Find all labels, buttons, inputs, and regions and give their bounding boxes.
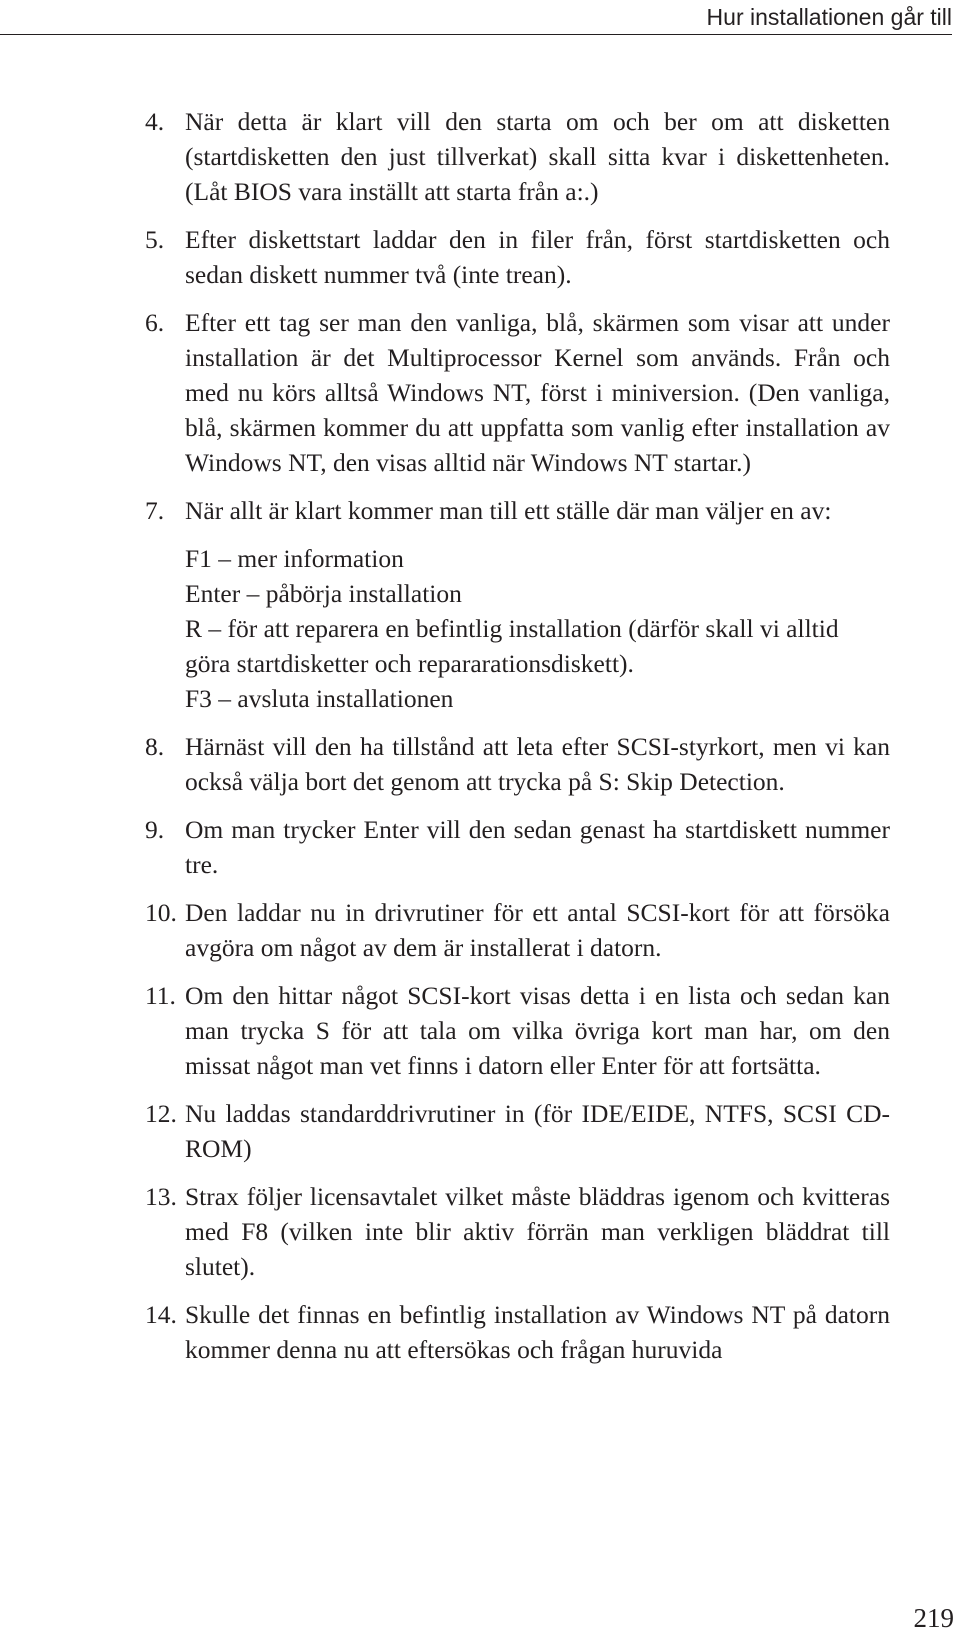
item-text: Efter diskettstart laddar den in filer från, först startdisketten och sedan diskett nummer två (inte trean).	[185, 225, 890, 289]
item-text: Skulle det finnas en befintlig installation av Windows NT på datorn kommer denna nu att eftersökas och frågan huruvida	[185, 1300, 890, 1364]
list-item	[145, 305, 890, 480]
list-item	[145, 493, 890, 716]
item-content	[185, 1179, 890, 1284]
item-content	[185, 895, 890, 965]
list-item	[145, 1297, 890, 1367]
item-number: 12.	[145, 1099, 177, 1128]
item-number: 6.	[145, 308, 165, 337]
list-item	[145, 729, 890, 799]
instruction-list	[145, 104, 890, 1380]
item-number: 13.	[145, 1182, 177, 1211]
item-content	[185, 812, 890, 882]
item-text: När detta är klart vill den starta om och ber om att disketten (startdisketten den just tillverkat) skall sitta kvar i diskettenheten. (Låt BIOS vara inställt att starta från a:.)	[185, 107, 890, 206]
list-item	[145, 895, 890, 965]
key-option: R – för att reparera en befintlig installation (därför skall vi alltid göra startdisketter och repararationsdiskett).	[185, 614, 839, 678]
item-text: Om den hittar något SCSI-kort visas detta i en lista och sedan kan man trycka S för att tala om vilka övriga kort man har, om den missat något man vet finns i datorn eller Enter för att fortsätta.	[185, 981, 890, 1080]
list-item	[145, 1096, 890, 1166]
item-content	[185, 1297, 890, 1367]
running-header	[0, 0, 952, 35]
running-title: Hur installationen går till	[706, 4, 952, 30]
item-number: 8.	[145, 732, 165, 761]
item-content	[185, 978, 890, 1083]
key-option: F1 – mer information	[185, 544, 404, 573]
item-text: Efter ett tag ser man den vanliga, blå, skärmen som visar att under installation är det Multiprocessor Kernel som används. Från och med nu körs alltså Windows NT, först i miniversion. (Den vanliga, blå, skärmen kommer du att uppfatta som vanlig efter installation av Windows NT, den visas alltid när Windows NT startar.)	[185, 308, 890, 477]
list-item	[145, 222, 890, 292]
item-number: 14.	[145, 1300, 177, 1329]
item-number: 10.	[145, 898, 177, 927]
item-text: Den laddar nu in drivrutiner för ett antal SCSI-kort för att försöka avgöra om något av dem är installerat i datorn.	[185, 898, 890, 962]
item-text: Härnäst vill den ha tillstånd att leta efter SCSI-styrkort, men vi kan också välja bort det genom att trycka på S: Skip Detection.	[185, 732, 890, 796]
item-number: 11.	[145, 981, 176, 1010]
item-content	[185, 729, 890, 799]
key-options-list	[185, 541, 890, 716]
item-text: Strax följer licensavtalet vilket måste bläddras igenom och kvitteras med F8 (vilken inte blir aktiv förrän man verkligen bläddrat till slutet).	[185, 1182, 890, 1281]
item-number: 4.	[145, 107, 165, 136]
item-text: Om man trycker Enter vill den sedan genast ha startdiskett nummer tre.	[185, 815, 890, 879]
list-item	[145, 1179, 890, 1284]
item-content	[185, 493, 890, 716]
item-number: 5.	[145, 225, 165, 254]
list-item	[145, 104, 890, 209]
list-item	[145, 978, 890, 1083]
item-content	[185, 1096, 890, 1166]
item-content	[185, 222, 890, 292]
item-number: 9.	[145, 815, 165, 844]
page-number: 219	[913, 1603, 954, 1633]
item-content	[185, 104, 890, 209]
item-number: 7.	[145, 496, 165, 525]
item-text: Nu laddas standarddrivrutiner in (för IDE/EIDE, NTFS, SCSI CD-ROM)	[185, 1099, 890, 1163]
key-option: Enter – påbörja installation	[185, 579, 462, 608]
key-option: F3 – avsluta installationen	[185, 684, 454, 713]
item-content	[185, 305, 890, 480]
list-item	[145, 812, 890, 882]
item-text: När allt är klart kommer man till ett ställe där man väljer en av:	[185, 496, 832, 525]
